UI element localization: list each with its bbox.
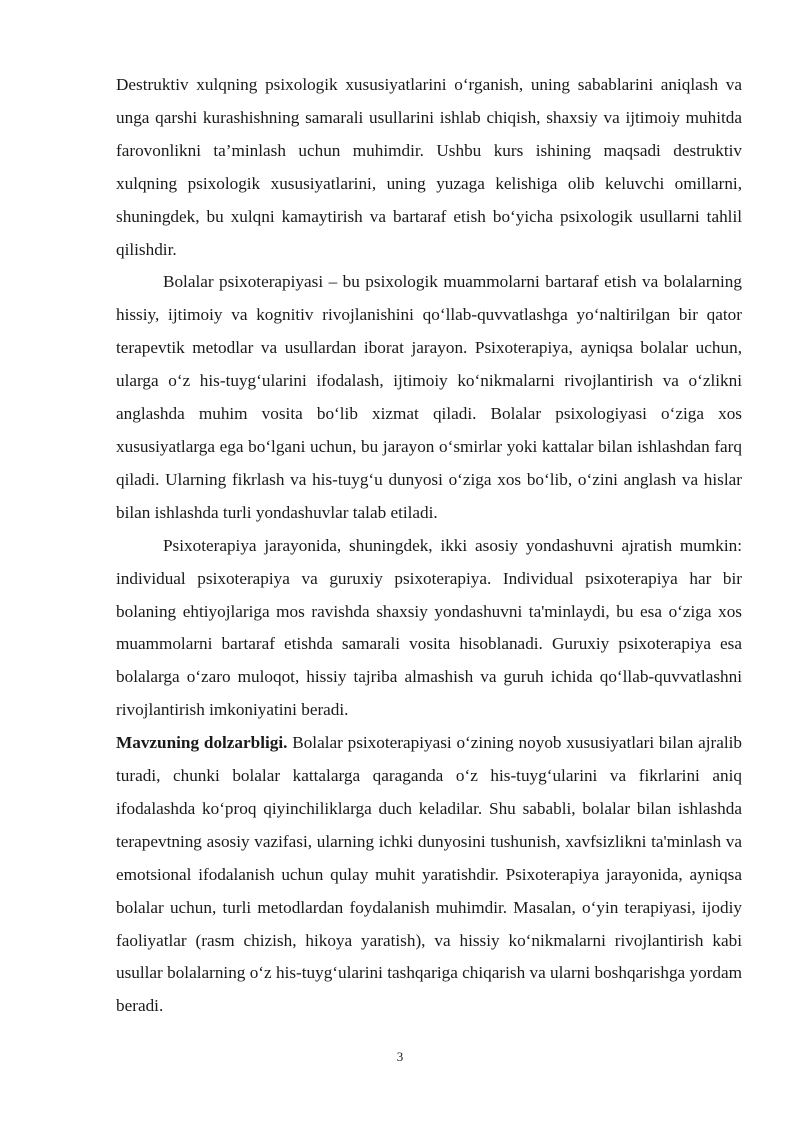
paragraph-relevance <box>116 727 742 1023</box>
paragraph-intro-text: Destruktiv xulqning psixologik xususiyatlarini o‘rganish, uning sabablarini aniqlash va unga qarshi kurashishning samarali usullarini ishlab chiqish, shaxsiy va ijtimoiy muhitda farovonlikni ta’minlash uchun muhimdir. Ushbu kurs ishining maqsadi destruktiv xulqning psixologik xususiyatlarini, uning yuzaga kelishiga olib keluvchi omillarni, shuningdek, bu xulqni kamaytirish va bartaraf etish bo‘yicha psixologik usullarni tahlil qilishdir. <box>116 75 742 259</box>
paragraph-approaches <box>116 530 742 727</box>
document-page <box>116 69 742 1023</box>
paragraph-approaches-text: Psixoterapiya jarayonida, shuningdek, ikki asosiy yondashuvni ajratish mumkin: individual psixoterapiya va guruxiy psixoterapiya. Individual psixoterapiya har bir bolaning ehtiyojlariga mos ravishda shaxsiy yondashuvni ta'minlaydi, bu esa o‘ziga xos muammolarni bartaraf etishda samarali vosita hisoblanadi. Guruxiy psixoterapiya esa bolalarga o‘zaro muloqot, hissiy tajriba almashish va guruh ichida qo‘llab-quvvatlashni rivojlantirish imkoniyatini beradi. <box>116 535 742 720</box>
paragraph-intro <box>116 69 742 266</box>
relevance-heading: Mavzuning dolzarbligi. <box>116 733 288 753</box>
page-number: 3 <box>396 1049 404 1064</box>
paragraph-child-psychotherapy-text: Bolalar psixoterapiyasi – bu psixologik muammolarni bartaraf etish va bolalarning hissiy, ijtimoiy va kognitiv rivojlanishini qo‘llab-quvvatlashga yo‘naltirilgan bir qator terapevtik metodlar va usullardan iborat jarayon. Psixoterapiya, ayniqsa bolalar uchun, ularga o‘z his-tuyg‘ularini ifodalash, ijtimoiy ko‘nikmalarni rivojlantirish va o‘zlikni anglashda muhim vosita bo‘lib xizmat qiladi. Bolalar psixologiyasi o‘ziga xos xususiyatlarga ega bo‘lgani uchun, bu jarayon o‘smirlar yoki kattalar bilan ishlashdan farq qiladi. Ularning fikrlash va his-tuyg‘u dunyosi o‘ziga xos bo‘lib, o‘zini anglash va hislar bilan ishlashda turli yondashuvlar talab etiladi. <box>116 272 742 522</box>
paragraph-child-psychotherapy <box>116 266 742 529</box>
paragraph-relevance-text: Bolalar psixoterapiyasi o‘zining noyob xususiyatlari bilan ajralib turadi, chunki bolalar kattalarga qaraganda o‘z his-tuyg‘ularini va fikrlarini aniq ifodalashda ko‘proq qiyinchiliklarga duch keladilar. Shu sababli, bolalar bilan ishlashda terapevtning asosiy vazifasi, ularning ichki dunyosini tushunish, xavfsizlikni ta'minlash va emotsional ifodalanish uchun qulay muhit yaratishdir. Psixoterapiya jarayonida, ayniqsa bolalar uchun, turli metodlardan foydalanish muhimdir. Masalan, o‘yin terapiyasi, ijodiy faoliyatlar (rasm chizish, hikoya yaratish), va hissiy ko‘nikmalarni rivojlantirish kabi usullar bolalarning o‘z his-tuyg‘ularini tashqariga chiqarish va ularni boshqarishga yordam beradi. <box>116 733 742 1016</box>
